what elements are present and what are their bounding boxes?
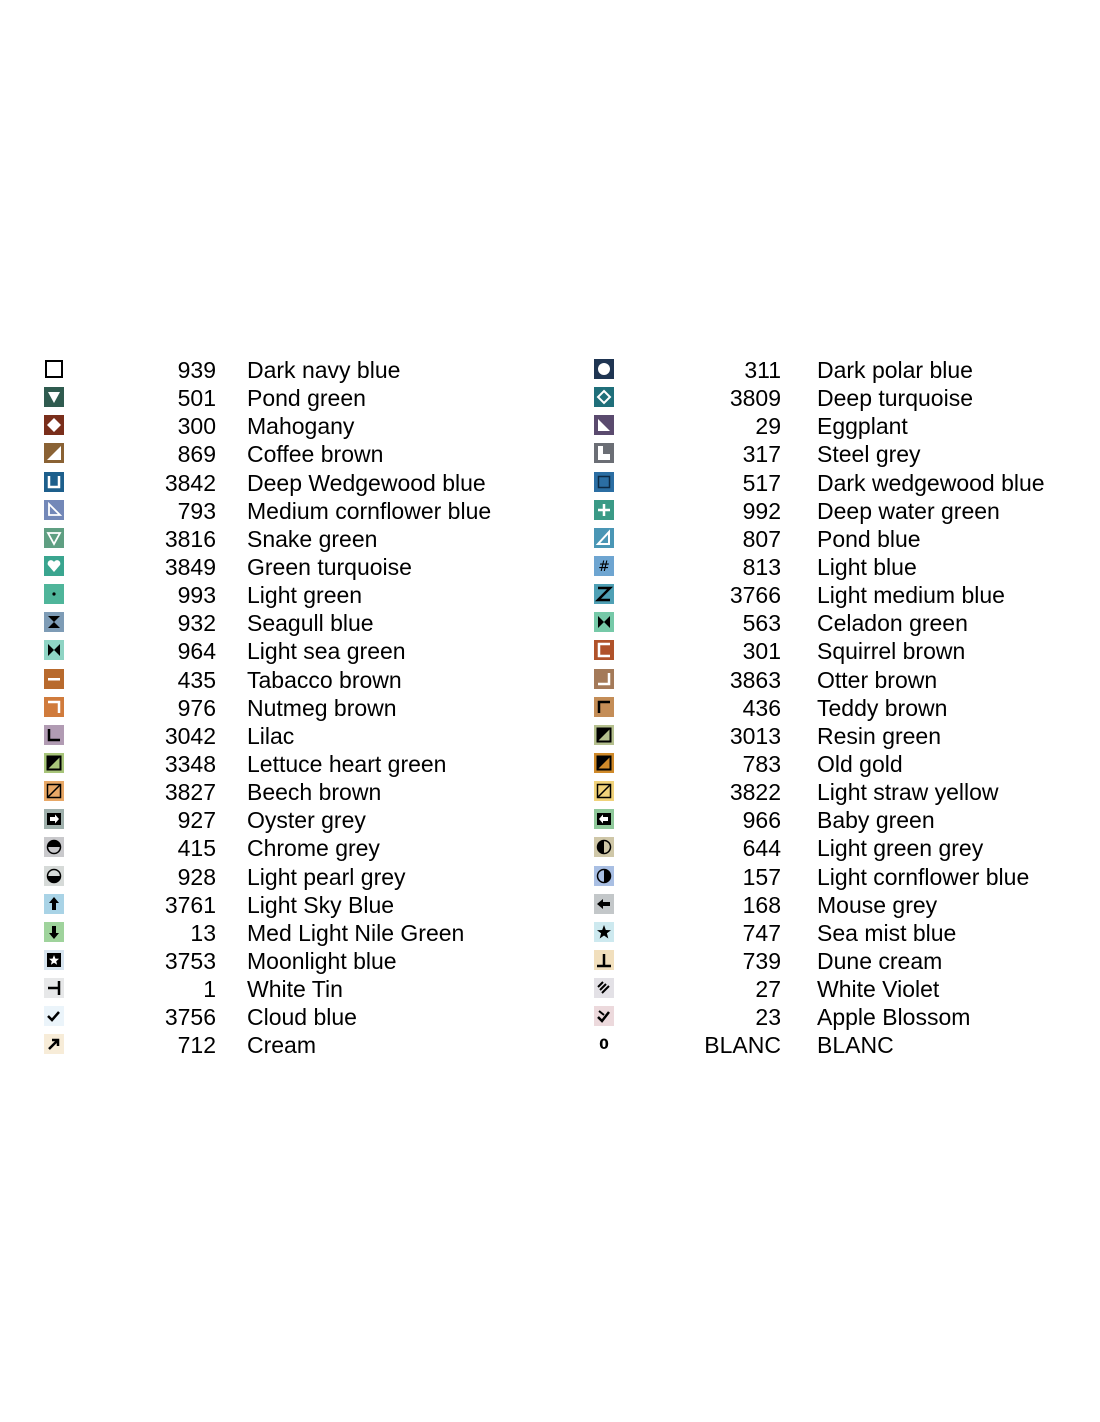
heart-icon [44, 556, 64, 576]
triangle-outline-icon [44, 500, 64, 520]
thread-code: 3013 [729, 722, 781, 749]
thread-color-name: Squirrel brown [817, 638, 966, 665]
right-triangle-outline-icon [594, 528, 614, 548]
thread-color-name: Snake green [247, 525, 378, 552]
check-icon [44, 1006, 64, 1026]
thread-color-name: Light blue [817, 553, 917, 580]
letter-l-icon [44, 725, 64, 745]
thread-color-name: Deep water green [817, 497, 1000, 524]
thread-code: 1 [203, 976, 216, 1003]
thread-code: 3042 [164, 722, 216, 749]
thread-code: 168 [742, 891, 781, 918]
corner-top-left-icon [594, 697, 614, 717]
half-circle-top-icon [44, 837, 64, 857]
square-outline-icon [44, 359, 64, 379]
hash-icon [594, 556, 614, 576]
thread-color-name: Lilac [247, 722, 295, 749]
thread-code: 415 [177, 835, 216, 862]
svg-text:#: # [598, 558, 610, 575]
diamond-outline-icon [594, 387, 614, 407]
diagonal-lines-icon [594, 978, 614, 998]
thread-color-name: Otter brown [817, 666, 938, 693]
thread-color-name: Chrome grey [247, 835, 380, 862]
check-diag-icon [594, 1006, 614, 1026]
thread-code: 3863 [729, 666, 781, 693]
corner-bottom-right-icon [594, 669, 614, 689]
thread-color-name: Cloud blue [247, 1004, 357, 1031]
svg-text:0: 0 [599, 1037, 609, 1054]
half-square-icon [594, 725, 614, 745]
thread-code: 932 [177, 610, 216, 637]
thread-code: 3809 [729, 385, 781, 412]
thread-color-name: Moonlight blue [247, 947, 397, 974]
thread-color-name: Coffee brown [247, 441, 384, 468]
letter-o-icon [594, 1034, 614, 1054]
star-icon [594, 922, 614, 942]
thread-code: 300 [177, 413, 216, 440]
thread-code: 3842 [164, 469, 216, 496]
thread-code: 793 [177, 497, 216, 524]
thread-code: 13 [190, 919, 216, 946]
thread-code: 747 [742, 919, 781, 946]
square-inner-icon [594, 472, 614, 492]
thread-color-name: Light cornflower blue [817, 863, 1030, 890]
arrow-up-icon [44, 894, 64, 914]
thread-code: 3816 [164, 525, 216, 552]
arrow-left-box-icon [594, 809, 614, 829]
thread-color-name: Sea mist blue [817, 919, 957, 946]
thread-code: 157 [742, 863, 781, 890]
thread-code: 3822 [729, 779, 781, 806]
thread-color-name: Medium cornflower blue [247, 497, 492, 524]
thread-code: 3753 [164, 947, 216, 974]
thread-code: 3761 [164, 891, 216, 918]
thread-color-name: Dune cream [817, 947, 943, 974]
thread-color-name: Dark polar blue [817, 357, 973, 383]
thread-color-name: Deep turquoise [817, 385, 973, 412]
thread-code: 992 [742, 497, 781, 524]
thread-color-name: Pond blue [817, 525, 921, 552]
thread-color-name: Old gold [817, 750, 903, 777]
thread-color-name: Dark navy blue [247, 357, 401, 383]
thread-color-name: White Tin [247, 976, 343, 1003]
thread-color-name: Light green [247, 582, 363, 609]
thread-code: 23 [755, 1004, 781, 1031]
thread-color-name: Light straw yellow [817, 779, 999, 806]
thread-code: 27 [755, 976, 781, 1003]
thread-code: 966 [742, 807, 781, 834]
thread-color-name: Oyster grey [247, 807, 366, 834]
dot-icon [44, 584, 64, 604]
thread-color-name: Green turquoise [247, 553, 412, 580]
thread-color-name: Apple Blossom [817, 1004, 971, 1031]
thread-color-name: Light medium blue [817, 582, 1005, 609]
bowtie-icon [44, 640, 64, 660]
arrow-left-icon [594, 894, 614, 914]
thread-code: 3849 [164, 553, 216, 580]
corner-top-right-icon [44, 697, 64, 717]
thread-color-name: Light sea green [247, 638, 406, 665]
thread-code: 311 [744, 357, 781, 383]
half-triangle-icon [44, 443, 64, 463]
cup-u-icon [44, 472, 64, 492]
thread-code: 712 [177, 1032, 216, 1059]
triangle-down-icon [44, 387, 64, 407]
slash-square-icon [44, 781, 64, 801]
thread-color-name: Baby green [817, 807, 935, 834]
thread-color-name: Celadon green [817, 610, 968, 637]
thread-code: 317 [742, 441, 781, 468]
thread-code: 436 [742, 694, 781, 721]
thread-code: 3348 [164, 750, 216, 777]
thread-code: 807 [742, 525, 781, 552]
thread-code: BLANC [704, 1032, 781, 1059]
thread-color-name: Light Sky Blue [247, 891, 395, 918]
diamond-icon [44, 415, 64, 435]
thread-color-name: Light green grey [817, 835, 984, 862]
plus-icon [594, 500, 614, 520]
half-circle-bottom-icon [44, 866, 64, 886]
thread-color-name: Eggplant [817, 413, 908, 440]
thread-color-name: Tabacco brown [247, 666, 402, 693]
thread-code: 869 [177, 441, 216, 468]
thread-color-name: Beech brown [247, 779, 382, 806]
half-circle-left-icon [594, 837, 614, 857]
triangle-corner-icon [594, 415, 614, 435]
thread-code: 501 [177, 385, 216, 412]
thread-color-name: White Violet [817, 976, 940, 1003]
thread-code: 813 [742, 553, 781, 580]
thread-color-name: Mouse grey [817, 891, 938, 918]
thread-color-name: Med Light Nile Green [247, 919, 465, 946]
arrow-right-box-icon [44, 809, 64, 829]
thread-color-name: Seagull blue [247, 610, 374, 637]
thread-code: 301 [742, 638, 781, 665]
triangle-down-outline-icon [44, 528, 64, 548]
thread-color-name: Teddy brown [817, 694, 948, 721]
thread-code: 517 [742, 469, 781, 496]
thread-color-name: Deep Wedgewood blue [247, 469, 486, 496]
thread-code: 644 [742, 835, 781, 862]
thread-code: 928 [177, 863, 216, 890]
arrow-diag-icon [44, 1034, 64, 1054]
thread-color-name: Pond green [247, 385, 366, 412]
slash-square-icon [594, 781, 614, 801]
hourglass-icon [44, 612, 64, 632]
star-box-icon [44, 950, 64, 970]
thread-code: 739 [742, 947, 781, 974]
thread-code: 927 [177, 807, 216, 834]
thread-color-name: Light pearl grey [247, 863, 406, 890]
thread-code: 3827 [164, 779, 216, 806]
thread-code: 3756 [164, 1004, 216, 1031]
bowtie-icon [594, 612, 614, 632]
thread-code: 29 [755, 413, 781, 440]
thread-color-name: Mahogany [247, 413, 355, 440]
thread-code: 993 [177, 582, 216, 609]
arrow-down-icon [44, 922, 64, 942]
square-notch-icon [594, 443, 614, 463]
thread-code: 563 [742, 610, 781, 637]
thread-code: 783 [742, 750, 781, 777]
half-circle-right-icon [594, 866, 614, 886]
letter-z-icon [594, 584, 614, 604]
thread-color-name: BLANC [817, 1032, 894, 1059]
thread-color-name: Lettuce heart green [247, 750, 447, 777]
thread-color-name: Cream [247, 1032, 317, 1059]
t-up-icon [594, 950, 614, 970]
t-left-icon [44, 978, 64, 998]
thread-code: 435 [177, 666, 216, 693]
thread-code: 3766 [729, 582, 781, 609]
thread-code: 976 [177, 694, 216, 721]
half-square-icon [44, 753, 64, 773]
thread-code: 964 [177, 638, 216, 665]
thread-color-name: Dark wedgewood blue [817, 469, 1045, 496]
thread-code: 939 [177, 357, 216, 383]
thread-color-name: Resin green [817, 722, 942, 749]
thread-color-name: Steel grey [817, 441, 921, 468]
circle-icon [594, 359, 614, 379]
half-square-icon [594, 753, 614, 773]
dash-icon [44, 669, 64, 689]
letter-c-icon [594, 640, 614, 660]
thread-color-name: Nutmeg brown [247, 694, 397, 721]
